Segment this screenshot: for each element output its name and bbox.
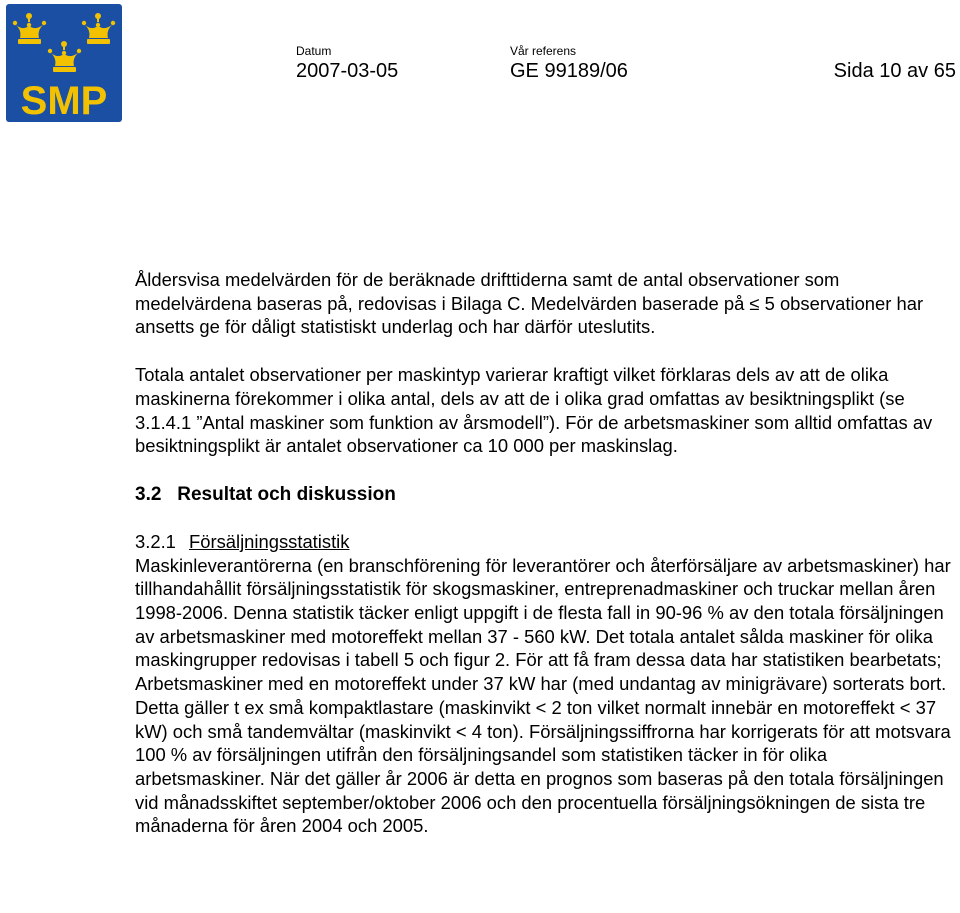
section-heading — [135, 483, 955, 507]
paragraph-age-averages: Åldersvisa medelvärden för de beräknade drifttiderna samt de antal observationer som medelvärdena baseras på, redovisas i Bilaga C. Medelvärden baserade på ≤ 5 observationer har ansetts ge för dåligt statistiskt underlag och har därför uteslutits. — [135, 269, 924, 338]
paragraph-sales-statistics: Maskinleverantörerna (en branschförening för leverantörer och återförsäljare av arbetsmaskiner) har tillhandahållit försäljningsstatistik för skogsmaskiner, entreprenadmaskiner och truckar mellan åren 1998-2006. Denna statistik täcker enligt uppgift i de flesta fall in 90-96 % av den totala försäljningen av arbetsmaskiner med motoreffekt mellan 37 - 560 kW. Det totala antalet sålda maskiner för olika maskingrupper redovisas i tabell 5 och figur 2. För att få fram dessa data har statistiken bearbetats; Arbetsmaskiner med en motoreffekt under 37 kW har (med undantag av minigrävare) sorterats bort. Detta gäller t ex små kompaktlastare (maskinvikt < 2 ton vilket normalt innebär en motoreffekt < 37 kW) och små tandemvältar (maskinvikt < 4 ton). Försäljningssiffrorna har korrigerats för att motsvara 100 % av försäljningen utifrån den försäljningsandel som statistiken täcker in för olika arbetsmaskiner. När det gäller år 2006 är detta en prognos som baseras på den totala försäljningen vid månadsskiftet september/oktober 2006 och den procentuella försäljningsökningen de sista tre månaderna för åren 2004 och 2005. — [135, 554, 951, 837]
smp-logo-graphic — [6, 4, 122, 122]
document-body — [135, 268, 955, 838]
date-label: Datum — [296, 44, 332, 58]
date-value: 2007-03-05 — [296, 60, 399, 82]
paragraph-observations: Totala antalet observationer per maskintyp varierar kraftigt vilket förklaras dels av att de olika maskinerna förekommer i olika antal, dels av att de i olika grad omfattas av besiktningsplikt (se 3.1.4.1 ”Antal maskiner som funktion av årsmodell”). För de arbetsmaskiner som alltid omfattas av besiktningsplikt är antalet observationer ca 10 000 per maskinslag. — [135, 364, 933, 457]
subsection-number: 3.2.1 — [135, 530, 176, 552]
subsection-heading — [135, 530, 955, 554]
reference-label: Vår referens — [510, 44, 577, 58]
page-number: Sida 10 av 65 — [833, 60, 956, 82]
reference-value: GE 99189/06 — [510, 60, 628, 82]
section-number: 3.2 — [135, 483, 162, 505]
section-title: Resultat och diskussion — [177, 483, 396, 505]
smp-logo — [6, 4, 122, 122]
subsection-title: Försäljningsstatistik — [189, 530, 350, 552]
logo-text: SMP — [20, 79, 108, 122]
